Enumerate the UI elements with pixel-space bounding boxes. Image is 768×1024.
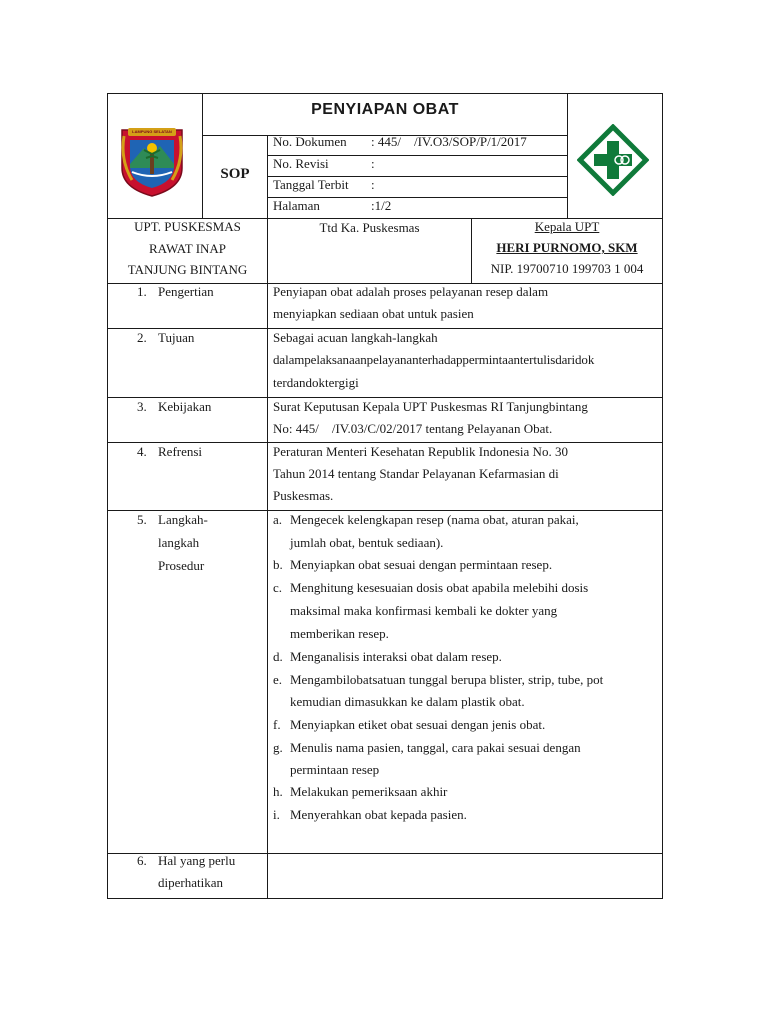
step-text-line: memberikan resep. — [290, 626, 389, 641]
revision-value: : — [371, 156, 375, 171]
section-text-line: dalampelaksanaanpelayananterhadappermintaantertulisdaridok — [273, 352, 595, 367]
step-text-line: Menganalisis interaksi obat dalam resep. — [290, 649, 502, 664]
step-text-line: Melakukan pemeriksaan akhir — [290, 784, 448, 799]
head-nip: NIP. 19700710 199703 1 004 — [490, 261, 644, 276]
section-text-line: Sebagai acuan langkah-langkah — [273, 330, 438, 345]
page-value: :1/2 — [371, 198, 392, 213]
section-text-line: Puskesmas. — [273, 488, 334, 503]
section-number: 5. — [137, 512, 147, 527]
section-label-line: Prosedur — [158, 558, 205, 573]
step-text-line: jumlah obat, bentuk sediaan). — [290, 535, 444, 550]
step-letter: e. — [273, 672, 283, 687]
section-label-line: diperhatikan — [158, 875, 223, 890]
section-text-line: Tahun 2014 tentang Standar Pelayanan Kefarmasian di — [273, 466, 559, 481]
page-title: PENYIAPAN OBAT — [311, 101, 459, 118]
step-text-line: Menyerahkan obat kepada pasien. — [290, 807, 467, 822]
sop-label: SOP — [220, 166, 250, 182]
step-letter: b. — [273, 557, 283, 572]
section-number: 6. — [137, 853, 147, 868]
org-line-1: UPT. PUSKESMAS — [134, 219, 241, 234]
issue-date-label: Tanggal Terbit — [273, 177, 349, 192]
org-line-2: RAWAT INAP — [148, 241, 227, 256]
signed-by-label: Ttd Ka. Puskesmas — [319, 220, 420, 235]
section-label: Pengertian — [158, 284, 214, 299]
section-text-line: Peraturan Menteri Kesehatan Republik Indonesia No. 30 — [273, 444, 568, 459]
section-label-line: langkah — [158, 535, 200, 550]
step-letter: h. — [273, 784, 283, 799]
doc-number-value: : 445/ /IV.O3/SOP/P/1/2017 — [371, 134, 527, 149]
step-text-line: permintaan resep — [290, 762, 380, 777]
step-letter: f. — [273, 717, 281, 732]
section-label: Tujuan — [158, 330, 195, 345]
step-text-line: Mengecek kelengkapan resep (nama obat, aturan pakai, — [290, 512, 579, 527]
step-letter: c. — [273, 580, 283, 595]
issue-date-value: : — [371, 177, 375, 192]
step-letter: g. — [273, 740, 283, 755]
section-label-line: Langkah- — [158, 512, 208, 527]
step-text-line: maksimal maka konfirmasi kembali ke dokter yang — [290, 603, 558, 618]
section-text-line: No: 445/ /IV.03/C/02/2017 tentang Pelayanan Obat. — [273, 421, 553, 436]
section-label: Kebijakan — [158, 399, 212, 414]
section-number: 2. — [137, 330, 147, 345]
section-number: 4. — [137, 444, 147, 459]
revision-label: No. Revisi — [273, 156, 329, 171]
section-text-line: terdandoktergigi — [273, 375, 359, 390]
step-text-line: Menyiapkan obat sesuai dengan permintaan resep. — [290, 557, 553, 572]
step-text-line: Menghitung kesesuaian dosis obat apabila melebihi dosis — [290, 580, 589, 595]
section-label: Refrensi — [158, 444, 203, 459]
step-text-line: Menulis nama pasien, tanggal, cara pakai sesuai dengan — [290, 740, 581, 755]
health-cross-icon — [577, 124, 649, 201]
section-text-line: Surat Keputusan Kepala UPT Puskesmas RI Tanjungbintang — [273, 399, 588, 414]
section-number: 3. — [137, 399, 147, 414]
step-text-line: kemudian dimasukkan ke dalam plastik obat. — [290, 694, 525, 709]
step-letter: d. — [273, 649, 283, 664]
section-label-line: Hal yang perlu — [158, 853, 236, 868]
section-text-line: menyiapkan sediaan obat untuk pasien — [273, 306, 474, 321]
step-letter: a. — [273, 512, 283, 527]
section-number: 1. — [137, 284, 147, 299]
org-line-3: TANJUNG BINTANG — [127, 262, 248, 277]
head-name: HERI PURNOMO, SKM — [496, 240, 638, 255]
section-text-line: Penyiapan obat adalah proses pelayanan resep dalam — [273, 284, 549, 299]
step-text-line: Mengambilobatsatuan tunggal berupa blister, strip, tube, pot — [290, 672, 604, 687]
doc-number-label: No. Dokumen — [273, 134, 347, 149]
regional-logo — [118, 124, 186, 198]
step-letter: i. — [273, 807, 280, 822]
step-text-line: Menyiapkan etiket obat sesuai dengan jenis obat. — [290, 717, 546, 732]
page-label: Halaman — [273, 198, 320, 213]
head-title: Kepala UPT — [534, 219, 600, 234]
logo-text: LAMPUNG SELATAN — [132, 129, 172, 134]
